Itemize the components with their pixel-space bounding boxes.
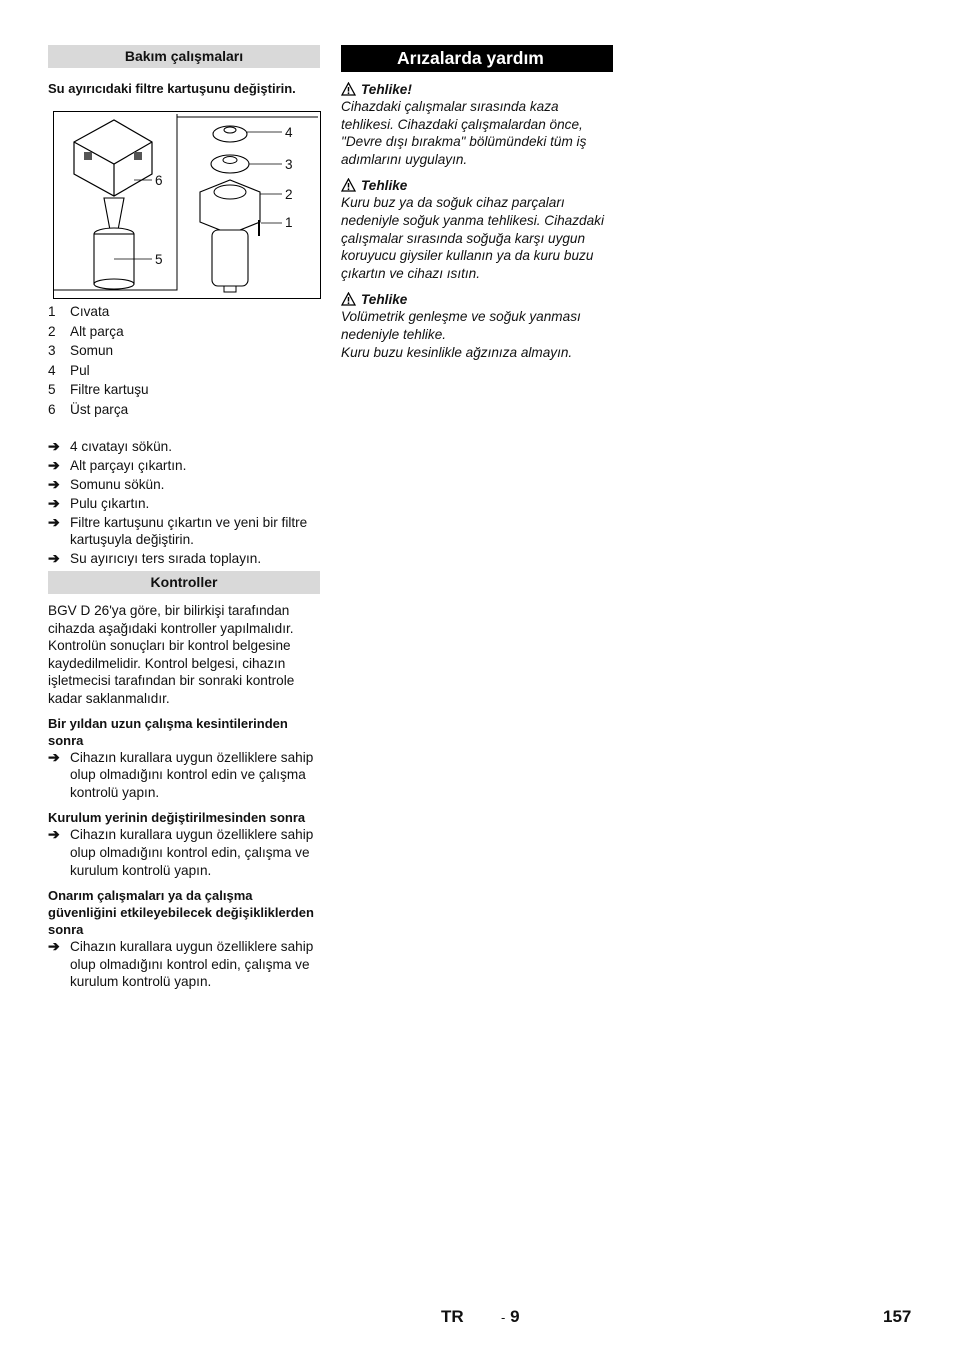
arrow-icon: ➔ [48,476,60,492]
callout-5: 5 [155,252,163,267]
legend-item: 3 Somun [48,343,114,358]
arrow-icon: ➔ [48,457,60,473]
checks-intro: BGV D 26'ya göre, bir bilirkişi tarafından cihazda aşağıdaki kontroller yapılmalıdır. Kontrolün sonuçları bir kontrol belgesine kaydedilmelidir. Kontrol belgesi, cihazın işletmecisi tarafından bir sonraki kontrole kadar saklanmalıdır. [48,603,295,706]
section-title-checks: Kontroller [48,571,320,594]
section-title-maintenance: Bakım çalışmaları [48,45,320,68]
filter-diagram [53,111,321,299]
check-heading: Onarım çalışmaları ya da çalışma güvenliğini etkileyebilecek değişikliklerden sonra [48,888,314,938]
callout-3: 3 [285,157,293,172]
list-item: ➔ Filtre kartuşunu çıkartın ve yeni bir filtre kartuşuyla değiştirin. [48,514,308,547]
right-column [341,45,613,361]
callout-2: 2 [285,187,293,202]
warning-triangle-icon [341,292,356,306]
warning-heading: Tehlike [341,176,613,194]
arrow-icon: ➔ [48,938,60,955]
warning-text: Kuru buz ya da soğuk cihaz parçaları nedeniyle soğuk yanma tehlikesi. Cihazdaki çalışmalar sırasında soğuğa karşı uygun koruyucu giysiler kullanın ya da kuru buzu çıkartın ve cihazı ısıtın. [341,195,604,281]
section-title-troubleshooting: Arızalarda yardım [341,45,613,72]
filter-diagram-drawing [54,112,320,298]
footer-language: TR [441,1307,464,1326]
warning-triangle-icon [341,178,356,192]
footer-page-number: 157 [883,1307,912,1326]
list-item: ➔ Somunu sökün. [48,476,165,492]
list-item: ➔ Cihazın kurallara uygun özelliklere sahip olup olmadığını kontrol edin, çalışma ve kurulum kontrolü yapın. [48,826,314,878]
check-heading: Kurulum yerinin değiştirilmesinden sonra [48,810,306,826]
callout-6: 6 [155,173,163,188]
callout-4: 4 [285,125,293,140]
legend-item: 4 Pul [48,362,90,378]
warning-triangle-icon [341,82,356,96]
left-column [48,45,320,993]
list-item: ➔ Su ayırıcıyı ters sırada toplayın. [48,550,262,566]
list-item: ➔ Pulu çıkartın. [48,495,150,511]
list-item: ➔ Cihazın kurallara uygun özelliklere sahip olup olmadığını kontrol edin ve çalışma kontrolü yapın. [48,748,314,800]
warning-heading: Tehlike! [341,80,613,98]
warning-text: Cihazdaki çalışmalar sırasında kaza tehlikesi. Cihazdaki çalışmalardan önce, "Devre dışı bırakma" bölümündeki tüm iş adımlarını uygulayın. [341,99,587,167]
filter-subtitle: Su ayırıcıdaki filtre kartuşunu değiştirin. [48,81,296,96]
arrow-icon: ➔ [48,826,60,843]
legend-item: 1 Cıvata [48,304,110,319]
warning-text: Volümetrik genleşme ve soğuk yanması nedeniyle tehlike. [341,309,581,342]
legend-item: 2 Alt parça [48,323,124,339]
replacement-steps [48,438,320,567]
arrow-icon: ➔ [48,438,60,454]
warning-text: Kuru buzu kesinlikle ağzınıza almayın. [341,344,573,360]
list-item: ➔ 4 cıvatayı sökün. [48,438,173,454]
callout-1: 1 [285,215,293,230]
legend-item: 5 Filtre kartuşu [48,382,149,397]
footer-section-page: - 9 [501,1307,520,1326]
arrow-icon: ➔ [48,550,60,566]
warning-heading: Tehlike [341,290,613,308]
check-heading: Bir yıldan uzun çalışma kesintilerinden sonra [48,715,288,748]
arrow-icon: ➔ [48,748,60,765]
arrow-icon: ➔ [48,514,60,530]
list-item: ➔ Alt parçayı çıkartın. [48,457,187,473]
arrow-icon: ➔ [48,495,60,511]
legend-item: 6 Üst parça [48,401,129,417]
parts-legend [48,302,320,419]
list-item: ➔ Cihazın kurallara uygun özelliklere sahip olup olmadığını kontrol edin, çalışma ve kurulum kontrolü yapın. [48,938,314,990]
